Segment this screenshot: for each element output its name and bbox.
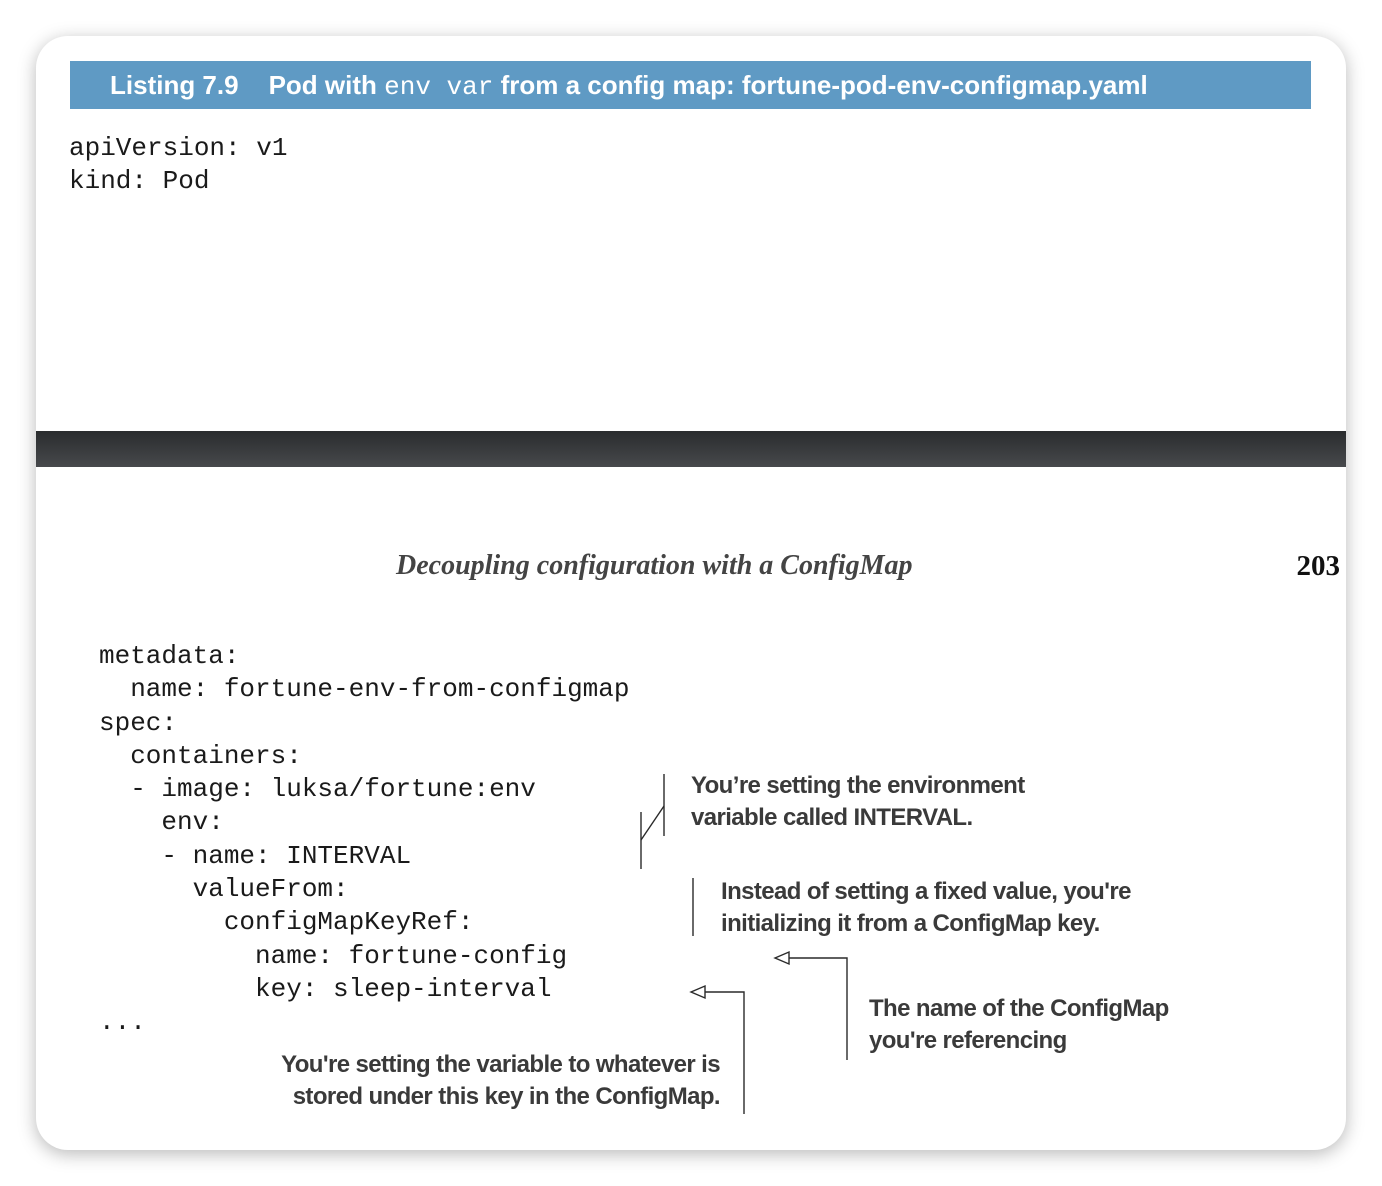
- annotation-line: variable called INTERVAL.: [691, 804, 973, 831]
- code-line: configMapKeyRef:: [99, 907, 474, 938]
- annotation-configmap-name: [869, 993, 1169, 1057]
- code-line: ...: [99, 1007, 146, 1038]
- annotation-line: You’re setting the environment: [691, 772, 1025, 799]
- callout-line-env-var: [641, 806, 664, 840]
- listing-title-code: env var: [384, 72, 494, 102]
- code-line: name: fortune-config: [99, 940, 568, 971]
- code-line: valueFrom:: [99, 874, 349, 905]
- annotation-line: stored under this key in the ConfigMap.: [292, 1083, 720, 1110]
- listing-title-prefix: Pod with: [268, 70, 377, 100]
- page-number: 203: [1296, 550, 1340, 582]
- annotation-callout-lines: [36, 36, 1346, 1150]
- code-line: - name: INTERVAL: [99, 840, 412, 871]
- code-line: apiVersion: v1: [69, 133, 288, 163]
- annotation-line: initializing it from a ConfigMap key.: [721, 910, 1100, 937]
- annotation-line: you're referencing: [869, 1027, 1067, 1054]
- page-card: [36, 36, 1346, 1150]
- code-line: key: sleep-interval: [99, 973, 552, 1004]
- running-head: Decoupling configuration with a ConfigMap: [396, 550, 913, 581]
- callout-line-configmap-name: [788, 958, 847, 1060]
- code-line: containers:: [99, 740, 302, 771]
- arrowhead-key: [691, 986, 705, 998]
- annotation-key: [281, 1049, 720, 1113]
- arrowhead-configmap-name: [775, 952, 789, 964]
- annotation-value-from: [721, 876, 1131, 940]
- annotation-env-var: [691, 770, 1025, 834]
- listing-title-suffix: from a config map: fortune-pod-env-configmap.yaml: [500, 70, 1148, 100]
- annotation-line: You're setting the variable to whatever is: [281, 1051, 720, 1078]
- code-line: kind: Pod: [69, 166, 210, 197]
- code-line: name: fortune-env-from-configmap: [99, 674, 630, 705]
- annotation-line: Instead of setting a fixed value, you're: [721, 878, 1131, 905]
- code-line: spec:: [99, 707, 178, 738]
- code-line: metadata:: [99, 641, 240, 671]
- code-line: env:: [99, 807, 224, 838]
- code-line: - image: luksa/fortune:env: [99, 774, 536, 805]
- listing-number: Listing 7.9: [110, 70, 239, 100]
- annotation-line: The name of the ConfigMap: [869, 995, 1169, 1022]
